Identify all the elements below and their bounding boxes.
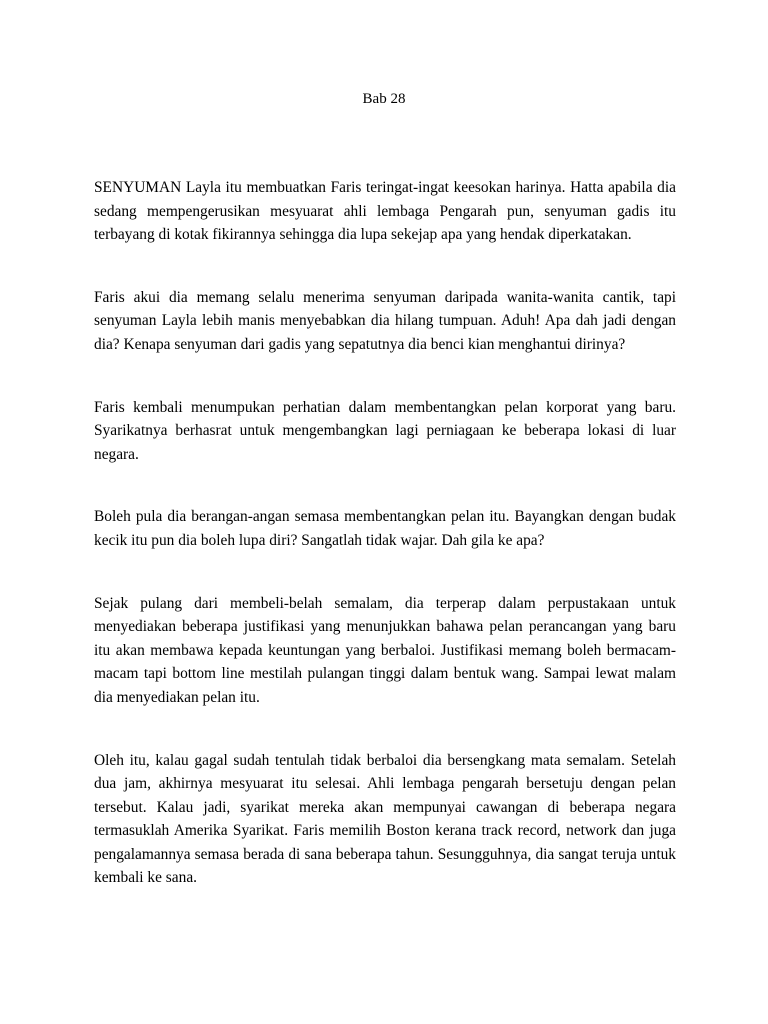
chapter-body <box>94 176 676 929</box>
paragraph-5: Sejak pulang dari membeli-belah semalam, dia terperap dalam perpustakaan untuk menyediakan beberapa justifikasi yang menunjukkan bahawa pelan perancangan yang baru itu akan membawa kepada keuntungan yang berbaloi. Justifikasi memang boleh bermacam-macam tapi bottom line mestilah pulangan tinggi dalam bentuk wang. Sampai lewat malam dia menyediakan pelan itu. <box>94 594 676 706</box>
paragraph-6: Oleh itu, kalau gagal sudah tentulah tidak berbaloi dia bersengkang mata semalam. Setelah dua jam, akhirnya mesyuarat itu selesai. Ahli lembaga pengarah bersetuju dengan pelan tersebut. Kalau jadi, syarikat mereka akan mempunyai cawangan di beberapa negara termasuklah Amerika Syarikat. Faris memilih Boston kerana track record, network dan juga pengalamannya semasa berada di sana beberapa tahun. Sesungguhnya, dia sangat teruja untuk kembali ke sana. <box>94 751 676 887</box>
paragraph-3: Faris kembali menumpukan perhatian dalam membentangkan pelan korporat yang baru. Syarikatnya berhasrat untuk mengembangkan lagi perniagaan ke beberapa lokasi di luar negara. <box>94 398 676 463</box>
paragraph-2: Faris akui dia memang selalu menerima senyuman daripada wanita-wanita cantik, tapi senyuman Layla lebih manis menyebabkan dia hilang tumpuan. Aduh! Apa dah jadi dengan dia? Kenapa senyuman dari gadis yang sepatutnya dia benci kian menghantui dirinya? <box>94 288 676 353</box>
paragraph-4: Boleh pula dia berangan-angan semasa membentangkan pelan itu. Bayangkan dengan budak kecik itu pun dia boleh lupa diri? Sangatlah tidak wajar. Dah gila ke apa? <box>94 508 676 549</box>
chapter-title: Bab 28 <box>362 91 406 107</box>
paragraph-1: SENYUMAN Layla itu membuatkan Faris teringat-ingat keesokan harinya. Hatta apabila dia sedang mempengerusikan mesyuarat ahli lembaga Pengarah pun, senyuman gadis itu terbayang di kotak fikirannya sehingga dia lupa sekejap apa yang hendak diperkatakan. <box>94 179 676 244</box>
